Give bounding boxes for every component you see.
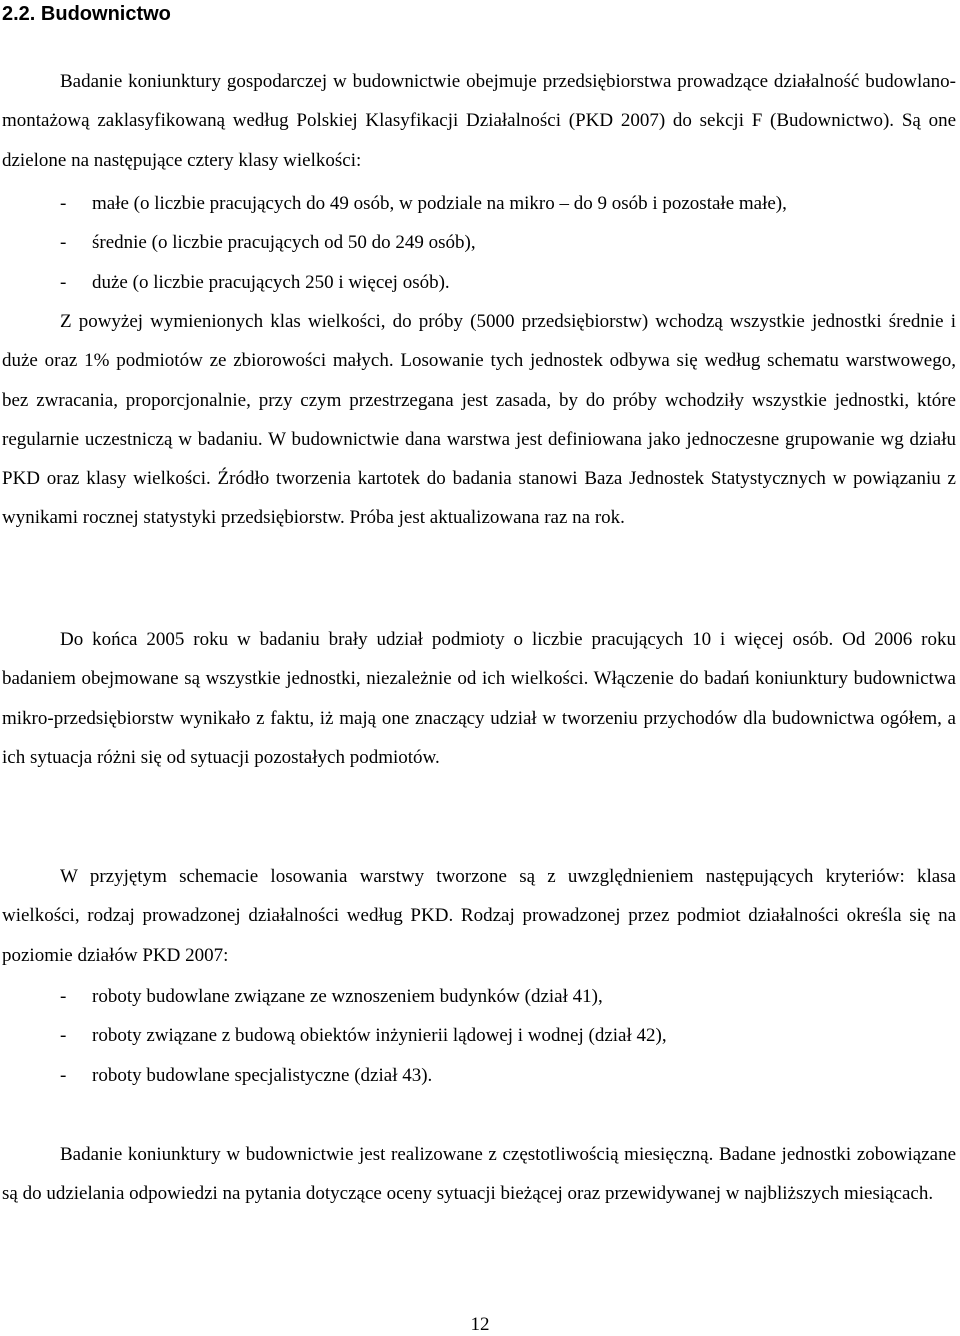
list-dash: - bbox=[60, 271, 67, 293]
list-dash: - bbox=[60, 1025, 67, 1047]
page-number: 12 bbox=[470, 1314, 490, 1335]
section-heading: 2.2. Budownictwo bbox=[2, 3, 171, 25]
list-dash: - bbox=[60, 986, 67, 1007]
list-item bbox=[2, 184, 956, 223]
list-dash: - bbox=[60, 193, 67, 214]
list-item bbox=[2, 223, 956, 262]
list-item-text: roboty budowlane specjalistyczne (dział 43). bbox=[92, 1064, 433, 1086]
paragraph-sampling: Z powyżej wymienionych klas wielkości, do próby (5000 przedsiębiorstw) wchodzą wszystkie jednostki średnie i duże oraz 1% podmiotów ze zbiorowości małych. Losowanie tych jednostek odbywa się według schematu warstwowego, bez zwracania, proporcjonalnie, przy czym przestrzegana jest zasada, by do próby wchodziły wszystkie jednostki, które regularnie uczestniczą w badaniu. W budownictwie dana warstwa jest definiowana jako jednoczesne grupowanie wg działu PKD oraz klasy wielkości. Źródło tworzenia kartotek do badania stanowi Baza Jednostek Statystycznych w powiązaniu z wynikami rocznej statystyki przedsiębiorstw. Próba jest aktualizowana raz na rok. bbox=[2, 311, 956, 529]
list-item bbox=[2, 263, 956, 302]
paragraph-history: Do końca 2005 roku w badaniu brały udział podmioty o liczbie pracujących 10 i więcej osób. Od 2006 roku badaniem obejmowane są wszystkie jednostki, niezależnie od ich wielkości. Włączenie do badań koniunktury budownictwa mikro-przedsiębiorstw wynikało z faktu, iż mają one znaczący udział w tworzeniu przychodów dla budownictwa ogółem, a ich sytuacja różni się od sytuacji pozostałych podmiotów. bbox=[2, 629, 956, 768]
list-dash: - bbox=[60, 1064, 67, 1086]
size-class-list bbox=[2, 184, 956, 302]
list-item-text: duże (o liczbie pracujących 250 i więcej osób). bbox=[92, 271, 450, 293]
list-item bbox=[2, 1056, 956, 1095]
paragraph-stratification: W przyjętym schemacie losowania warstwy tworzone są z uwzględnieniem następujących kryteriów: klasa wielkości, rodzaj prowadzonej działalności według PKD. Rodzaj prowadzonej przez podmiot działalności określa się na poziomie działów PKD 2007: bbox=[2, 866, 956, 966]
list-item bbox=[2, 977, 956, 1016]
list-item-text: małe (o liczbie pracujących do 49 osób, w podziale na mikro – do 9 osób i pozostałe małe), bbox=[92, 193, 787, 214]
list-item-text: roboty związane z budową obiektów inżynierii lądowej i wodnej (dział 42), bbox=[92, 1025, 667, 1047]
list-item-text: roboty budowlane związane ze wznoszeniem budynków (dział 41), bbox=[92, 986, 603, 1007]
list-item-text: średnie (o liczbie pracujących od 50 do 249 osób), bbox=[92, 232, 476, 254]
list-item bbox=[2, 1016, 956, 1055]
paragraph-survey-scope: Badanie koniunktury gospodarczej w budownictwie obejmuje przedsiębiorstwa prowadzące działalność budowlano-montażową zaklasyfikowaną według Polskiej Klasyfikacji Działalności (PKD 2007) do sekcji F (Budownictwo). Są one dzielone na następujące cztery klasy wielkości: bbox=[2, 71, 956, 171]
pkd-division-list bbox=[2, 977, 956, 1095]
list-dash: - bbox=[60, 232, 67, 254]
paragraph-frequency: Badanie koniunktury w budownictwie jest realizowane z częstotliwością miesięczną. Badane jednostki zobowiązane są do udzielania odpowiedzi na pytania dotyczące oceny sytuacji bieżącej oraz przewidywanej w najbliższych miesiącach. bbox=[2, 1144, 956, 1205]
